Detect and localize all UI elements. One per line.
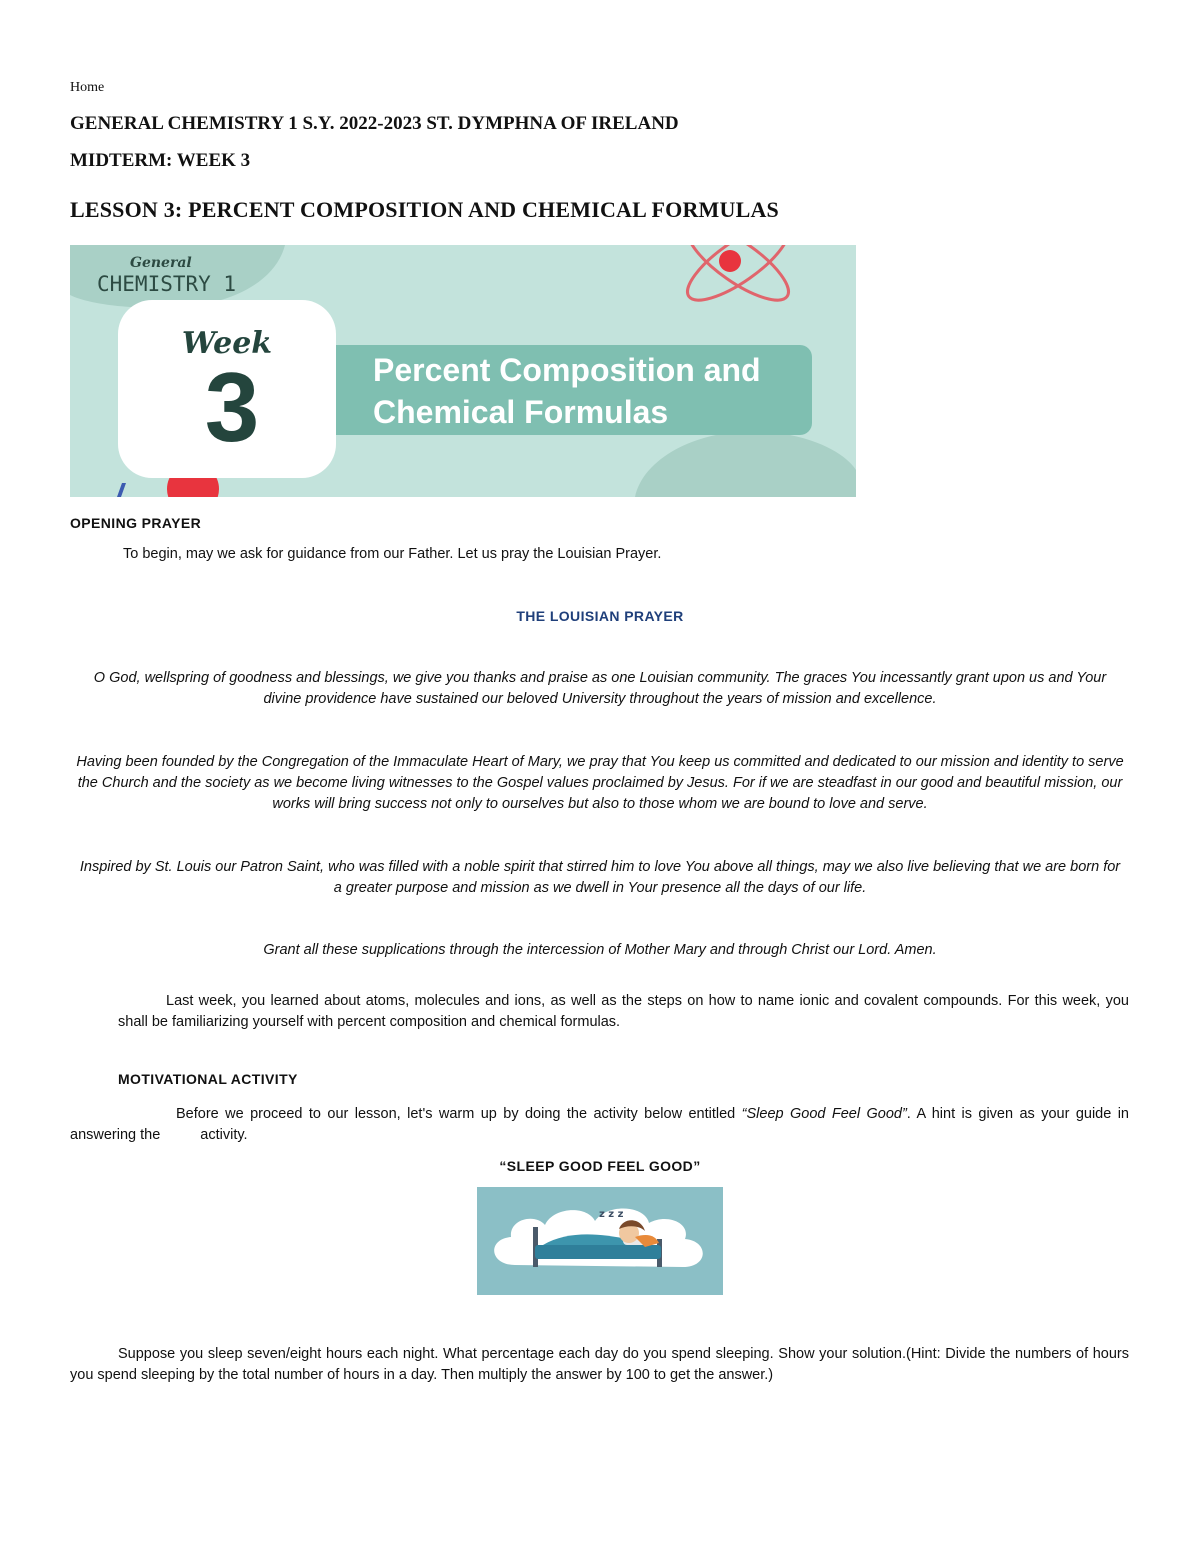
activity-title: “SLEEP GOOD FEEL GOOD”	[499, 1158, 701, 1174]
motivational-intro-text-2: . A hint is given as your guide in answering the	[70, 1106, 1129, 1143]
sleep-illustration	[477, 1187, 723, 1295]
lesson-banner	[70, 245, 856, 497]
home-link[interactable]: Home	[70, 80, 105, 95]
prayer-paragraph-2: Having been founded by the Congregation of the Immaculate Heart of Mary, we pray that You keep us committed and dedicated to our mission and identity to serve the Church and the society as we become living witnesses to the Gospel values proclaimed by Jesus. For if we are steadfast in our good and beautiful mission, our works will bring success not only to ourselves but also to those whom we are bound to love and serve.	[76, 754, 1124, 812]
motivational-intro-text: Before we proceed to our lesson, let's warm up by doing the activity below entitled	[176, 1106, 742, 1122]
activity-name: “Sleep Good Feel Good”	[741, 1106, 907, 1122]
motivational-intro	[70, 1104, 1129, 1146]
sleep-question: Suppose you sleep seven/eight hours each night. What percentage each day do you spend sleeping. Show your solution.(Hint: Divide the numbers of hours you spend sleeping by the total number of hours in a day. Then multiply the answer by 100 to get the answer.)	[70, 1346, 1129, 1383]
opening-prayer-intro: To begin, may we ask for guidance from our Father. Let us pray the Louisian Prayer.	[123, 546, 662, 562]
banner-title-line2: Chemical Formulas	[373, 394, 669, 430]
prayer-paragraph-1: O God, wellspring of goodness and blessings, we give you thanks and praise as one Louisian community. The graces You incessantly grant upon us and Your divine providence have sustained our beloved University throughout the years of mission and excellence.	[93, 670, 1107, 707]
louisian-prayer-title: THE LOUISIAN PRAYER	[516, 608, 684, 624]
zzz-icon: z z z	[599, 1209, 624, 1220]
banner-subject: CHEMISTRY 1	[97, 272, 237, 296]
recap-paragraph: Last week, you learned about atoms, molecules and ions, as well as the steps on how to name ionic and covalent compounds. For this week, you shall be familiarizing yourself with percent composition and chemical formulas.	[118, 993, 1129, 1030]
week-card-number: 3	[204, 352, 260, 462]
banner-title-line1: Percent Composition and	[373, 352, 761, 388]
motivational-heading: MOTIVATIONAL ACTIVITY	[118, 1071, 298, 1087]
motivational-intro-end: activity.	[200, 1127, 248, 1143]
prayer-paragraph-3: Inspired by St. Louis our Patron Saint, who was filled with a noble spirit that stirred him to love You above all things, may we also live believing that we are born for a greater purpose and mission as we dwell in Your presence all the days of our life.	[79, 859, 1121, 896]
document-title: GENERAL CHEMISTRY 1 S.Y. 2022-2023 ST. DYMPHNA OF IRELAND	[70, 113, 679, 134]
lesson-title: LESSON 3: PERCENT COMPOSITION AND CHEMICAL FORMULAS	[70, 197, 779, 222]
banner-subject-small: General	[130, 255, 192, 271]
opening-prayer-heading: OPENING PRAYER	[70, 515, 202, 531]
prayer-paragraph-4: Grant all these supplications through the intercession of Mother Mary and through Christ our Lord. Amen.	[263, 942, 937, 958]
week-title: MIDTERM: WEEK 3	[70, 150, 251, 171]
week-card-label: Week	[181, 326, 273, 361]
